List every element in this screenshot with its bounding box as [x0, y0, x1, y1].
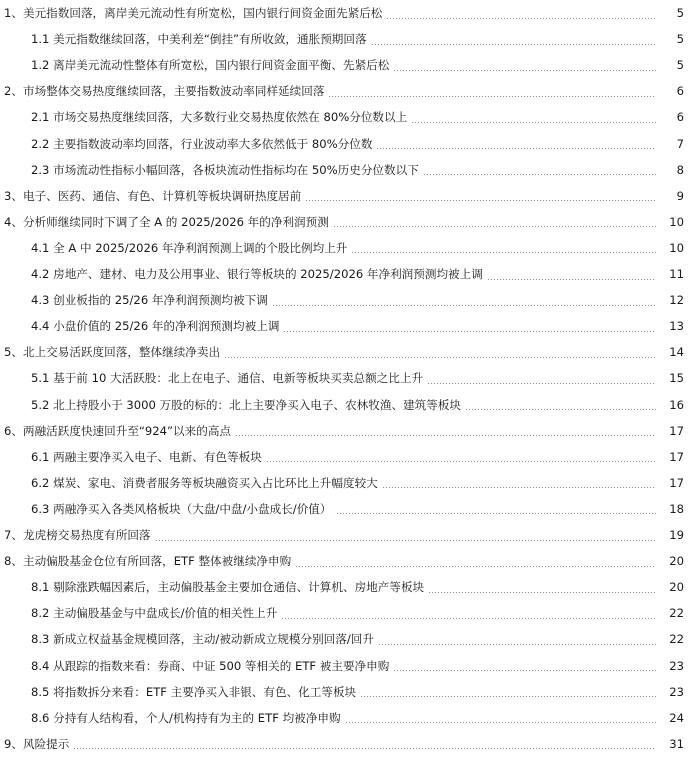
dot-leader [371, 44, 656, 45]
toc-section-entry[interactable] [0, 733, 694, 755]
toc-entry-title: 1、美元指数回落，离岸美元流动性有所宽松，国内银行间资金面先紧后松 [4, 6, 383, 20]
toc-page-number: 20 [669, 554, 684, 569]
toc-entry-title: 6.3 两融净买入各类风格板块（大盘/中盘/小盘成长/价值） [31, 501, 332, 516]
dot-leader [345, 722, 656, 723]
toc-subsection-entry[interactable] [0, 106, 694, 128]
toc-page-number: 6 [676, 84, 684, 99]
toc-entry-title: 7、龙虎榜交易热度有所回落 [4, 528, 151, 542]
toc-page-number: 17 [669, 449, 684, 464]
dot-leader [393, 670, 656, 671]
toc-section-entry[interactable] [0, 2, 694, 24]
toc-page-number: 7 [676, 136, 684, 151]
toc-subsection-entry[interactable] [0, 28, 694, 50]
toc-entry-title: 2.1 市场交易热度继续回落，大多数行业交易热度依然在 80%分位数以上 [31, 110, 408, 125]
toc-page-number: 9 [676, 188, 684, 203]
dot-leader [333, 226, 656, 227]
toc-subsection-entry[interactable] [0, 446, 694, 468]
toc-section-entry[interactable] [0, 211, 694, 233]
dot-leader [423, 174, 656, 175]
toc-page-number: 20 [669, 580, 684, 595]
dot-leader [266, 461, 656, 462]
toc-entry-title: 2、市场整体交易热度继续回落，主要指数波动率同样延续回落 [4, 84, 325, 99]
toc-section-entry[interactable] [0, 80, 694, 102]
toc-subsection-entry[interactable] [0, 263, 694, 285]
toc-subsection-entry[interactable] [0, 655, 694, 677]
toc-section-entry[interactable] [0, 341, 694, 363]
toc-entry-title: 2.2 主要指数波动率均回落，行业波动率大多依然低于 80%分位数 [31, 136, 373, 151]
dot-leader [272, 305, 656, 306]
toc-subsection-entry[interactable] [0, 133, 694, 155]
toc-entry-title: 5.1 基于前 10 大活跃股：北上在电子、通信、电新等板块买卖总额之比上升 [31, 371, 424, 386]
toc-page-number: 17 [669, 423, 684, 438]
dot-leader [283, 331, 656, 332]
dot-leader [360, 696, 656, 697]
toc-entry-title: 8、主动偏股基金仓位有所回落，ETF 整体被继续净申购 [4, 554, 292, 569]
toc-entry-title: 5.2 北上持股小于 3000 万股的标的：北上主要净买入电子、农林牧渔、建筑等板块 [31, 397, 462, 412]
dot-leader [487, 279, 656, 280]
toc-page-number: 22 [669, 632, 684, 647]
dot-leader [336, 513, 657, 514]
toc-entry-title: 6.2 煤炭、家电、消费者服务等板块融资买入占比环比上升幅度较大 [31, 475, 378, 490]
toc-page-number: 19 [669, 528, 684, 542]
toc-entry-title: 2.3 市场流动性指标小幅回落，各板块流动性指标均在 50%历史分位数以下 [31, 162, 419, 177]
toc-subsection-entry[interactable] [0, 54, 694, 76]
toc-subsection-entry[interactable] [0, 498, 694, 520]
toc-entry-title: 8.2 主动偏股基金与中盘成长/价值的相关性上升 [31, 606, 278, 621]
toc-entry-title: 1.2 离岸美元流动性整体有所宽松，国内银行间资金面平衡、先紧后松 [31, 58, 390, 73]
dot-leader [382, 487, 656, 488]
toc-page-number: 13 [669, 319, 684, 334]
toc-page-number: 10 [669, 214, 684, 229]
toc-page-number: 23 [669, 658, 684, 673]
dot-leader [393, 70, 656, 71]
toc-entry-title: 8.3 新成立权益基金规模回落，主动/被动新成立规模分别回落/回升 [31, 632, 374, 647]
dot-leader [328, 96, 656, 97]
toc-entry-title: 8.1 剔除涨跌幅因素后，主动偏股基金主要加仓通信、计算机、房地产等板块 [31, 580, 425, 595]
toc-entry-title: 8.6 分持有人结构看，个人/机构持有为主的 ETF 均被净申购 [31, 710, 341, 725]
toc-page-number: 24 [669, 710, 684, 725]
dot-leader [465, 409, 656, 410]
toc-page-number: 31 [669, 736, 684, 751]
toc-page-number: 18 [669, 501, 684, 516]
toc-subsection-entry[interactable] [0, 707, 694, 729]
toc-page-number: 14 [669, 345, 684, 360]
dot-leader [305, 200, 656, 201]
dot-leader [376, 148, 656, 149]
toc-entry-title: 1.1 美元指数继续回落，中美利差“倒挂”有所收敛，通胀预期回落 [31, 32, 367, 47]
toc-entry-title: 9、风险提示 [4, 736, 70, 751]
dot-leader [411, 122, 656, 123]
toc-entry-title: 4.3 创业板指的 25/26 年净利润预测均被下调 [31, 293, 268, 308]
toc-entry-title: 3、电子、医药、通信、有色、计算机等板块调研热度居前 [4, 188, 302, 203]
toc-subsection-entry[interactable] [0, 628, 694, 650]
toc-entry-title: 5、北上交易活跃度回落，整体继续净卖出 [4, 345, 221, 360]
toc-page-number: 11 [669, 267, 684, 281]
dot-leader [73, 748, 656, 749]
toc-entry-title: 8.4 从跟踪的指数来看：券商、中证 500 等相关的 ETF 被主要净申购 [31, 658, 390, 673]
dot-leader [224, 357, 656, 358]
toc-entry-title: 8.5 将指数拆分来看：ETF 主要净买入非银、有色、化工等板块 [31, 684, 357, 699]
toc-entry-title: 6、两融活跃度快速回升至“924”以来的高点 [4, 423, 232, 438]
toc-page-number: 12 [669, 293, 684, 308]
toc-subsection-entry[interactable] [0, 602, 694, 624]
toc-page-number: 17 [669, 475, 684, 490]
dot-leader [235, 435, 656, 436]
toc-section-entry[interactable] [0, 550, 694, 572]
toc-entry-title: 4.1 全 A 中 2025/2026 年净利润预测上调的个股比例均上升 [31, 240, 348, 255]
dot-leader [386, 18, 656, 19]
dot-leader [378, 644, 656, 645]
toc-subsection-entry[interactable] [0, 237, 694, 259]
toc-page-number: 5 [676, 58, 684, 73]
toc-page-number: 8 [676, 162, 684, 177]
dot-leader [281, 618, 656, 619]
toc-section-entry[interactable] [0, 524, 694, 546]
toc-page-number: 5 [676, 6, 684, 20]
toc-subsection-entry[interactable] [0, 681, 694, 703]
dot-leader [155, 540, 656, 541]
toc-section-entry[interactable] [0, 185, 694, 207]
toc-entry-title: 4.2 房地产、建材、电力及公用事业、银行等板块的 2025/2026 年净利润预测均被上调 [31, 267, 483, 281]
toc-subsection-entry[interactable] [0, 576, 694, 598]
toc-subsection-entry[interactable] [0, 367, 694, 389]
toc-page-number: 5 [676, 32, 684, 47]
dot-leader [351, 252, 656, 253]
toc-page-number: 22 [669, 606, 684, 621]
toc-subsection-entry[interactable] [0, 315, 694, 337]
dot-leader [295, 566, 656, 567]
dot-leader [427, 383, 656, 384]
toc-subsection-entry[interactable] [0, 472, 694, 494]
toc-subsection-entry[interactable] [0, 394, 694, 416]
toc-section-entry[interactable] [0, 420, 694, 442]
toc-page-number: 16 [669, 397, 684, 412]
toc-page-number: 10 [669, 240, 684, 255]
toc-subsection-entry[interactable] [0, 289, 694, 311]
dot-leader [428, 592, 656, 593]
toc-entry-title: 4、分析师继续同时下调了全 A 的 2025/2026 年的净利润预测 [4, 214, 329, 229]
toc-page-number: 6 [676, 110, 684, 125]
toc-entry-title: 6.1 两融主要净买入电子、电新、有色等板块 [31, 449, 262, 464]
toc-page-number: 15 [669, 371, 684, 386]
toc-subsection-entry[interactable] [0, 159, 694, 181]
toc-entry-title: 4.4 小盘价值的 25/26 年的净利润预测均被上调 [31, 319, 280, 334]
toc-page-number: 23 [669, 684, 684, 699]
